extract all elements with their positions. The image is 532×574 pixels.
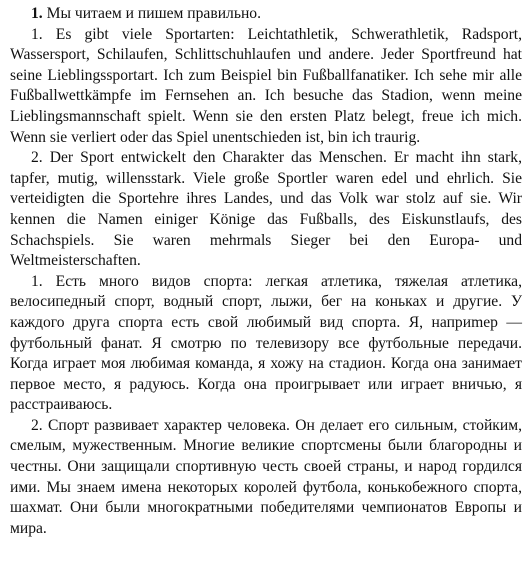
russian-paragraph-2: 2. Спорт развивает характер человека. Он делает его сильным, стойким, смелым, мужественным. Многие великие спортсмены были благородны и честны. Они защищали спортивную честь своей страны, и народ гордился ими. Мы знаем имена некоторых королей футбола, конькобежного спорта, шахмат. Они были многократными победителями чемпионатов Европы и мира. <box>10 416 522 537</box>
german-paragraph-1: 1. Es gibt viele Sportarten: Leichtathletik, Schwerathletik, Radsport, Wassersport, Schilaufen, Schlittschuhlaufen und andere. Jeder Sportfreund hat seine Lieblingssportart. Ich zum Beispiel bin Fußballfanatiker. Ich sehe mir alle Fußballwettkämpfe im Fernsehen an. Ich besuche das Stadion, wenn meine Lieblingsmannschaft spielt. Wenn sie den ersten Platz belegt, freue ich mich. Wenn sie verliert oder das Spiel unentschieden ist, bin ich traurig. <box>10 25 522 146</box>
exercise-number: 1. <box>31 5 43 22</box>
exercise-heading <box>10 4 522 25</box>
russian-paragraph-1: 1. Есть много видов спорта: легкая атлетика, тяжелая атлетика, велосипедный спорт, водный спорт, лыжи, бег на коньках и другие. У каждого друга спорта есть свой любимый вид спорта. Я, наприmер — футбольный фанат. Я смотрю по телевизору все футбольные передачи. Когда играет моя любимая команда, я хожу на стадион. Когда она занимает первое место, я радуюсь. Когда она проигрывает или играет вничью, я расстраиваюсь. <box>10 272 522 414</box>
german-paragraph-2: 2. Der Sport entwickelt den Charakter das Menschen. Er macht ihn stark, tapfer, mutig, willensstark. Viele große Sportler waren edel und ehrlich. Sie verteidigten die Sportehre ihres Landes, und das Volk war stolz auf sie. Wir kennen die Namen einiger Könige das Fußballs, des Eiskunstlaufs, des Schachspiels. Sie waren mehrmals Sieger bei den Europa- und Weltmeisterschaften. <box>10 149 522 270</box>
exercise-title: Мы читаем и пишем правильно. <box>46 5 261 22</box>
